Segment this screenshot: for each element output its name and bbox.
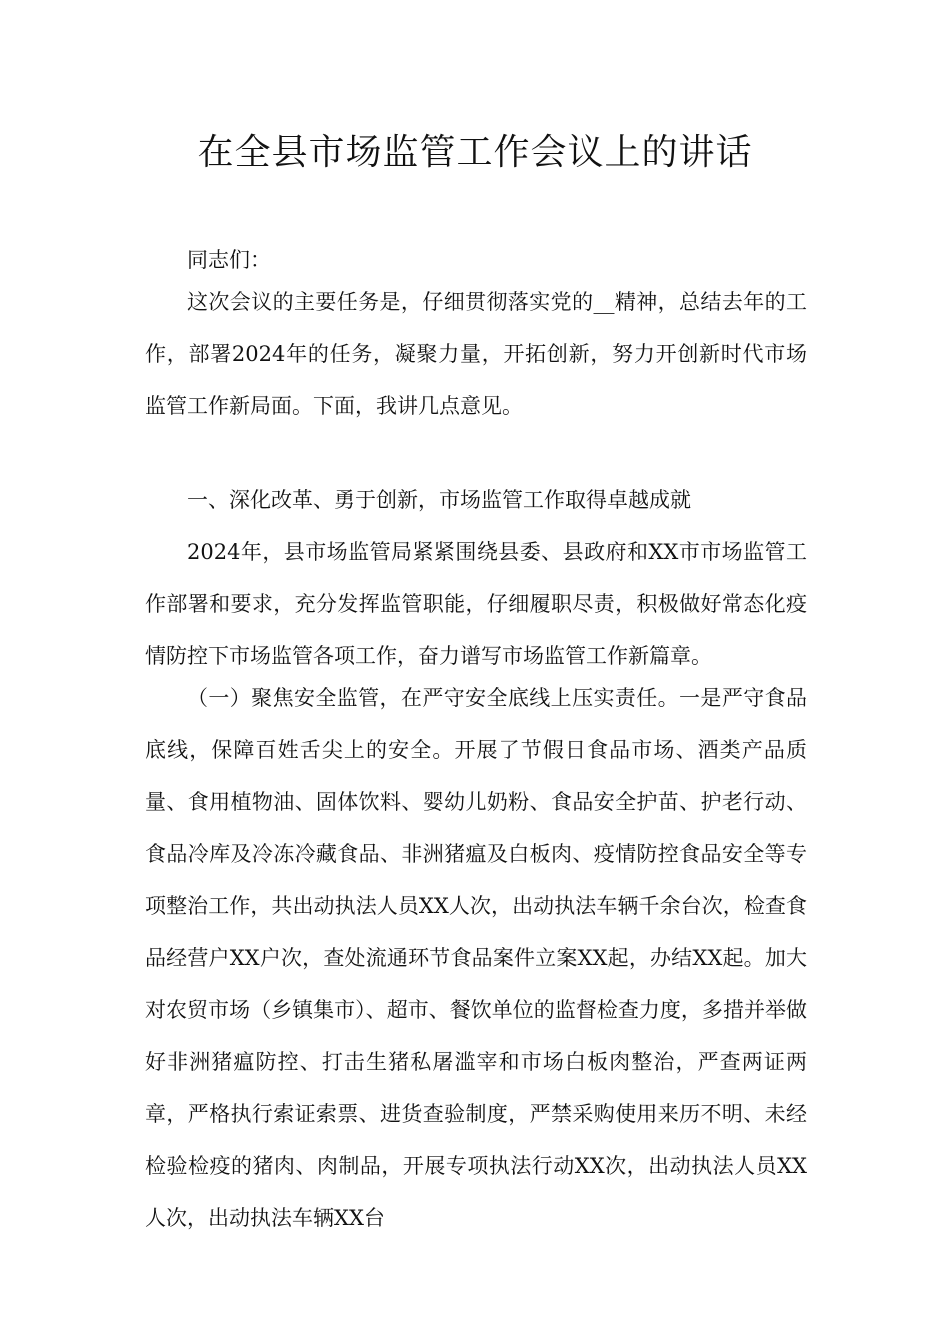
document-title: 在全县市场监管工作会议上的讲话 <box>197 132 753 173</box>
section-1-paragraph-2: （一）聚焦安全监管，在严守安全底线上压实责任。一是严守食品底线，保障百姓舌尖上的安全。开展了节假日食品市场、酒类产品质量、食用植物油、固体饮料、婴幼儿奶粉、食品安全护苗、护老行动、食品冷库及冷冻冷藏食品、非洲猪瘟及白板肉、疫情防控食品安全等专项整治工作，共出动执法人员XX人次，出动执法车辆千余台次，检查食品经营户XX户次，查处流通环节食品案件立案XX起，办结XX起。加大对农贸市场（乡镇集市）、超市、餐饮单位的监督检查力度，多措并举做好非洲猪瘟防控、打击生猪私屠滥宰和市场白板肉整治，严查两证两章，严格执行索证索票、进货查验制度，严禁采购使用来历不明、未经检验检疫的猪肉、肉制品，开展专项执法行动XX次，出动执法人员XX人次，出动执法车辆XX台 <box>145 686 807 1230</box>
salutation: 同志们： <box>187 248 271 272</box>
intro-paragraph: 这次会议的主要任务是，仔细贯彻落实党的__精神，总结去年的工作，部署2024年的任务，凝聚力量，开拓创新，努力开创新时代市场监管工作新局面。下面，我讲几点意见。 <box>145 290 807 418</box>
section-heading-1: 一、深化改革、勇于创新，市场监管工作取得卓越成就 <box>187 488 691 512</box>
section-1-paragraph-1: 2024年，县市场监管局紧紧围绕县委、县政府和XX市市场监管工作部署和要求，充分发挥监管职能，仔细履职尽责，积极做好常态化疫情防控下市场监管各项工作，奋力谱写市场监管工作新篇章。 <box>145 540 807 668</box>
